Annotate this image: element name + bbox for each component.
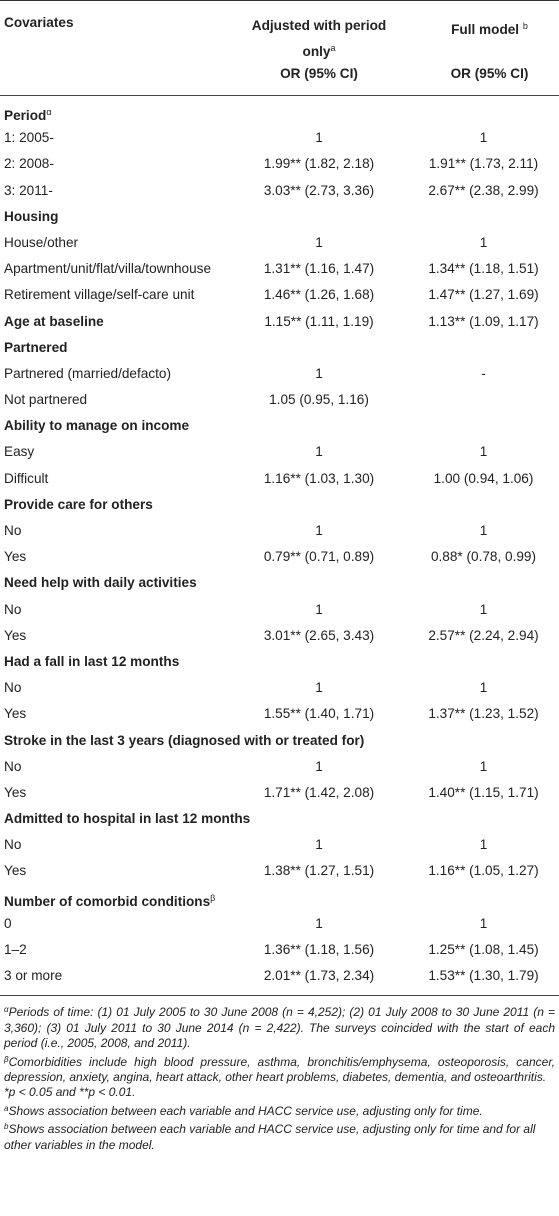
- header-full: [420, 15, 559, 81]
- table-section-row: [0, 649, 559, 675]
- row-label-text: Retirement village/self-care unit: [4, 287, 195, 303]
- row-label-text: No: [4, 523, 22, 538]
- table-section-row: [0, 728, 559, 754]
- row-label: [4, 413, 189, 439]
- header-full-sup: b: [522, 21, 528, 31]
- header-full-or: OR (95% CI): [450, 66, 529, 81]
- row-label-text: Yes: [4, 549, 27, 565]
- adjusted-or-cell: 2.01** (1.73, 2.34): [263, 968, 375, 984]
- header-adjusted-line2: only: [302, 44, 331, 59]
- row-label-text: No: [4, 837, 22, 853]
- full-model-or-cell: 1.53** (1.30, 1.79): [428, 968, 539, 984]
- table-row: [0, 623, 559, 649]
- adjusted-or-cell: 1.71** (1.42, 2.08): [263, 784, 375, 800]
- row-label: [4, 649, 179, 675]
- adjusted-or-cell: 1: [315, 837, 323, 853]
- row-label-text: Difficult: [4, 470, 49, 486]
- table-body: [0, 96, 559, 989]
- full-model-or-cell: 1.16** (1.05, 1.27): [428, 863, 539, 879]
- row-label-text: No: [4, 680, 22, 696]
- row-label: [4, 178, 53, 204]
- row-label-text: Period: [4, 108, 47, 123]
- table-section-row: [0, 413, 559, 439]
- header-adjusted-sup: a: [330, 43, 336, 53]
- full-model-or-cell: 1: [479, 234, 488, 250]
- table-section-row: [0, 204, 559, 230]
- table-section-row: [0, 99, 559, 125]
- row-label: [4, 125, 54, 151]
- row-label: [4, 518, 21, 544]
- row-label: [4, 309, 104, 335]
- footnote: [4, 1002, 555, 1051]
- footnote-marker: b: [4, 1122, 9, 1132]
- row-label: [4, 858, 26, 884]
- row-label: [4, 544, 26, 570]
- table-section-row: [0, 885, 559, 911]
- full-model-or-cell: 0.88* (0.78, 0.99): [430, 549, 537, 565]
- full-model-or-cell: 1.91** (1.73, 2.11): [428, 156, 539, 172]
- adjusted-or-cell: 1: [315, 680, 323, 696]
- footnote-text: Comorbidities include high blood pressure, asthma, bronchitis/emphysema, osteoporosis, cancer, depression, anxiety, angina, heart attack, other heart problems, diabetes, dementia, and osteoarthritis.: [4, 1054, 555, 1084]
- footnote-text: Periods of time: (1) 01 July 2005 to 30 June 2008 (n = 4,252); (2) 01 July 2008 to 30 June 2011 (n = 3,360); (3) 01 July 2011 to 30 June 2014 (n = 2,422). The surveys coincided with the start of each period (i.e., 2005, 2008, and 2011).: [4, 1005, 555, 1051]
- row-label-sup: β: [210, 892, 216, 903]
- full-model-or-cell: 1: [479, 601, 488, 617]
- table-row: [0, 518, 559, 544]
- full-model-or-cell: 1.13** (1.09, 1.17): [428, 313, 539, 329]
- adjusted-or-cell: 3.03** (2.73, 3.36): [263, 182, 375, 198]
- full-model-or-cell: 1.00 (0.94, 1.06): [433, 470, 534, 486]
- row-label-text: Partnered (married/defacto): [4, 365, 171, 381]
- row-label: [4, 151, 54, 177]
- table-row: [0, 282, 559, 308]
- adjusted-or-cell: 1.36** (1.18, 1.56): [263, 942, 375, 957]
- full-model-or-cell: 1.40** (1.15, 1.71): [428, 784, 539, 800]
- table-row: [0, 361, 559, 387]
- header-covariates: Covariates: [4, 15, 74, 30]
- footnote-text: *p < 0.05 and **p < 0.01.: [4, 1085, 136, 1100]
- adjusted-or-cell: 1.31** (1.16, 1.47): [263, 261, 375, 277]
- row-label: [4, 780, 26, 806]
- row-label-text: Stroke in the last 3 years (diagnosed with or treated for): [4, 732, 365, 748]
- row-label: [4, 570, 197, 596]
- adjusted-or-cell: 1.38** (1.27, 1.51): [263, 863, 375, 879]
- row-label: [4, 806, 250, 832]
- table-row: [0, 701, 559, 727]
- row-label-text: Housing: [4, 208, 59, 224]
- row-label-text: Easy: [4, 444, 35, 460]
- table-row: [0, 963, 559, 989]
- row-label-text: 1–2: [4, 942, 27, 957]
- table-section-row: [0, 335, 559, 361]
- full-model-or-cell: 2.57** (2.24, 2.94): [428, 627, 539, 643]
- full-model-or-cell: 1.34** (1.18, 1.51): [428, 261, 539, 277]
- row-label: [4, 701, 26, 727]
- table-row: [0, 256, 559, 282]
- footnote-marker: a: [4, 1103, 9, 1113]
- row-label-text: 2: 2008-: [4, 156, 54, 172]
- adjusted-or-cell: 1: [315, 365, 323, 381]
- table-row: [0, 125, 559, 151]
- row-label: [4, 937, 27, 963]
- adjusted-or-cell: 1: [315, 234, 323, 250]
- table-row: [0, 544, 559, 570]
- footnote-text: Shows association between each variable and HACC service use, adjusting only for time.: [8, 1103, 483, 1118]
- footnote: [4, 1085, 555, 1100]
- full-model-or-cell: -: [481, 365, 486, 381]
- adjusted-or-cell: 1.55** (1.40, 1.71): [263, 706, 375, 722]
- full-model-or-cell: 1: [479, 915, 488, 931]
- row-label-text: Yes: [4, 863, 27, 879]
- row-label: [4, 335, 67, 361]
- full-model-or-cell: 1.25** (1.08, 1.45): [428, 942, 539, 957]
- row-label-text: Yes: [4, 784, 27, 800]
- row-label-sup: α: [46, 107, 52, 117]
- full-model-or-cell: 1.47** (1.27, 1.69): [428, 287, 539, 303]
- row-label-text: Yes: [4, 627, 27, 643]
- adjusted-or-cell: 3.01** (2.65, 3.43): [263, 627, 375, 643]
- row-label: [4, 911, 12, 937]
- row-label-text: 3 or more: [4, 968, 63, 984]
- row-label: [4, 439, 34, 465]
- adjusted-or-cell: 1.46** (1.26, 1.68): [263, 287, 375, 303]
- adjusted-or-cell: 1.99** (1.82, 2.18): [263, 156, 375, 172]
- footnote: [4, 1052, 555, 1086]
- row-label-text: Age at baseline: [4, 313, 104, 329]
- row-label: [4, 361, 171, 387]
- full-model-or-cell: 1: [479, 837, 488, 853]
- row-label-text: Provide care for others: [4, 496, 153, 512]
- table-row: [0, 466, 559, 492]
- row-label: [4, 492, 153, 518]
- full-model-or-cell: 1: [479, 680, 488, 696]
- table-row: [0, 858, 559, 884]
- table-row: [0, 178, 559, 204]
- row-label: [4, 387, 87, 413]
- table-row: [0, 151, 559, 177]
- adjusted-or-cell: 1: [315, 444, 323, 460]
- row-label: [4, 597, 21, 623]
- table-row: [0, 911, 559, 937]
- table-row: [0, 937, 559, 963]
- full-model-or-cell: 1: [479, 130, 488, 146]
- adjusted-or-cell: 1.05 (0.95, 1.16): [269, 392, 369, 408]
- adjusted-or-cell: 1.16** (1.03, 1.30): [263, 470, 375, 486]
- full-model-or-cell: 1: [479, 523, 488, 538]
- row-label: [4, 754, 21, 780]
- row-label: [4, 230, 78, 256]
- adjusted-or-cell: 1.15** (1.11, 1.19): [264, 313, 374, 329]
- row-label: [4, 963, 62, 989]
- row-label-text: Admitted to hospital in last 12 months: [4, 811, 251, 827]
- table-row: [0, 754, 559, 780]
- row-label: [4, 728, 364, 754]
- table-row: [0, 439, 559, 465]
- row-label-text: Apartment/unit/flat/villa/townhouse: [4, 261, 212, 277]
- table-section-row: [0, 309, 559, 335]
- row-label: [4, 466, 48, 492]
- table-row: [0, 675, 559, 701]
- table-row: [0, 832, 559, 858]
- footnote-marker: α: [4, 1005, 9, 1015]
- row-label-text: 1: 2005-: [4, 130, 54, 146]
- row-label-text: Ability to manage on income: [4, 418, 190, 434]
- footnote: [4, 1119, 555, 1153]
- adjusted-or-cell: 1: [315, 601, 323, 617]
- table-row: [0, 780, 559, 806]
- row-label-text: Need help with daily activities: [4, 575, 197, 591]
- footnote: [4, 1101, 555, 1119]
- header-adjusted-line1: Adjusted with period: [251, 18, 387, 33]
- table-row: [0, 230, 559, 256]
- row-label-text: 3: 2011-: [4, 182, 53, 198]
- adjusted-or-cell: 1: [315, 130, 323, 146]
- table-section-row: [0, 570, 559, 596]
- table-footnotes: [0, 996, 559, 1153]
- row-label: [4, 282, 194, 308]
- row-label-text: Had a fall in last 12 months: [4, 653, 180, 669]
- header-full-line1: Full model: [451, 22, 520, 37]
- full-model-or-cell: 1: [479, 444, 488, 460]
- row-label-text: No: [4, 758, 22, 774]
- full-model-or-cell: 2.67** (2.38, 2.99): [428, 182, 539, 198]
- row-label: [4, 675, 21, 701]
- row-label-text: Number of comorbid conditions: [4, 893, 211, 909]
- adjusted-or-cell: 1: [315, 758, 323, 774]
- table-header: [0, 0, 559, 96]
- header-adjusted: [220, 15, 418, 81]
- table-section-row: [0, 806, 559, 832]
- full-model-or-cell: 1.37** (1.23, 1.52): [428, 706, 539, 722]
- footnote-text: Shows association between each variable and HACC service use, adjusting only for time and for all other variables in the model.: [4, 1122, 536, 1152]
- row-label-text: Not partnered: [4, 392, 88, 408]
- table-section-row: [0, 492, 559, 518]
- row-label-text: Partnered: [4, 339, 68, 355]
- row-label-text: House/other: [4, 234, 79, 250]
- footnote-marker: β: [4, 1054, 9, 1064]
- full-model-or-cell: 1: [479, 758, 488, 774]
- row-label: [4, 832, 21, 858]
- adjusted-or-cell: 1: [315, 915, 323, 931]
- adjusted-or-cell: 1: [315, 523, 323, 538]
- table-row: [0, 597, 559, 623]
- adjusted-or-cell: 0.79** (0.71, 0.89): [263, 549, 375, 565]
- row-label-text: Yes: [4, 706, 27, 722]
- row-label-text: No: [4, 601, 22, 617]
- header-adjusted-or: OR (95% CI): [280, 66, 358, 81]
- row-label: [4, 204, 58, 230]
- table-row: [0, 387, 559, 413]
- row-label: [4, 256, 211, 282]
- row-label-text: 0: [4, 915, 12, 931]
- row-label: [4, 623, 26, 649]
